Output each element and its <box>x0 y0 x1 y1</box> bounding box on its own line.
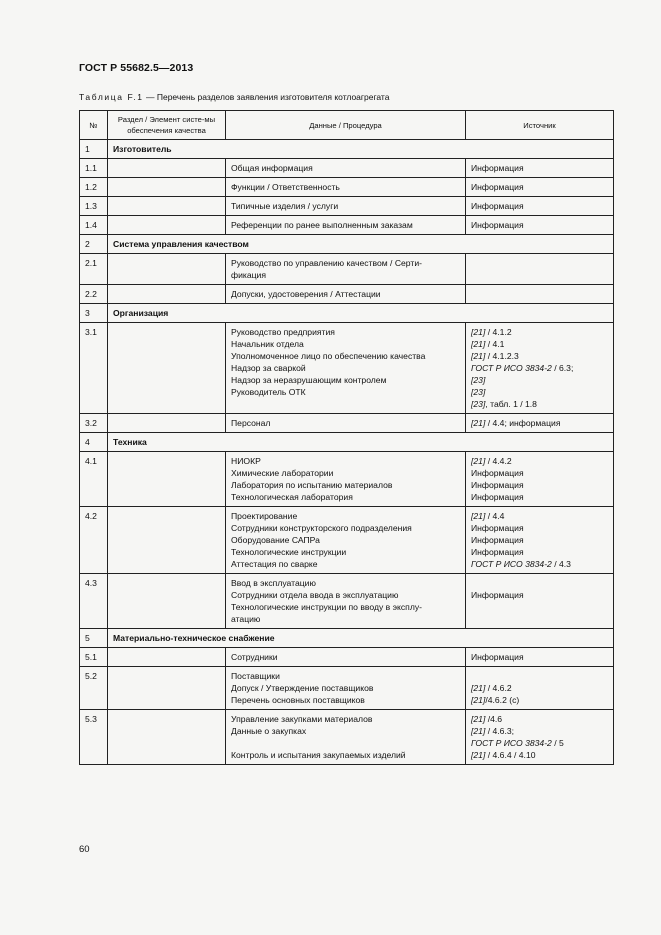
source-line: [21] / 4.4; информация <box>471 418 561 428</box>
data-line: Поставщики <box>231 671 280 681</box>
source-line: [21] / 4.1.2.3 <box>471 351 519 361</box>
table-row <box>80 323 614 414</box>
source-line: Информация <box>471 468 524 478</box>
quality-element-cell <box>108 452 226 507</box>
source-line: [23] <box>471 375 486 385</box>
section-title: Система управления качеством <box>108 235 614 254</box>
table-section-row <box>80 433 614 452</box>
data-procedure-cell <box>226 574 466 629</box>
data-procedure-cell <box>226 452 466 507</box>
header-section: Раздел / Элемент систе-мы обеспечения качества <box>108 111 226 140</box>
header-data: Данные / Процедура <box>226 111 466 140</box>
row-number: 2 <box>80 235 108 254</box>
quality-element-cell <box>108 507 226 574</box>
data-line: НИОКР <box>231 456 261 466</box>
table-body <box>80 140 614 765</box>
page-number: 60 <box>79 844 90 855</box>
data-line: Персонал <box>231 418 271 428</box>
source-line: Информация <box>471 652 524 662</box>
row-number: 5 <box>80 629 108 648</box>
quality-element-cell <box>108 178 226 197</box>
quality-element-cell <box>108 414 226 433</box>
data-procedure-cell <box>226 285 466 304</box>
header-source: Источник <box>466 111 614 140</box>
data-line: Допуск / Утверждение поставщиков <box>231 683 374 693</box>
table-section-row <box>80 235 614 254</box>
source-line <box>471 577 609 589</box>
source-line: [21] / 4.4 <box>471 511 505 521</box>
data-line: Проектирование <box>231 511 298 521</box>
source-cell <box>466 323 614 414</box>
table-row <box>80 254 614 285</box>
source-line: Информация <box>471 492 524 502</box>
source-cell <box>466 452 614 507</box>
source-line: [21] / 4.1 <box>471 339 505 349</box>
section-title: Техника <box>108 433 614 452</box>
source-cell <box>466 178 614 197</box>
row-number: 4.2 <box>80 507 108 574</box>
data-line: фикация <box>231 270 266 280</box>
source-line: [21] /4.6 <box>471 714 503 724</box>
source-line: [23] <box>471 387 486 397</box>
data-line: Референции по ранее выполненным заказам <box>231 220 413 230</box>
row-number: 4 <box>80 433 108 452</box>
table-caption-label: Таблица F.1 <box>79 92 144 102</box>
source-cell <box>466 285 614 304</box>
row-number: 5.1 <box>80 648 108 667</box>
source-line: [21] / 4.6.2 <box>471 683 512 693</box>
row-number: 4.3 <box>80 574 108 629</box>
row-number: 2.2 <box>80 285 108 304</box>
data-line: Допуски, удостоверения / Аттестации <box>231 289 381 299</box>
table-row <box>80 285 614 304</box>
data-line: Начальник отдела <box>231 339 304 349</box>
declaration-sections-table <box>79 110 614 765</box>
quality-element-cell <box>108 197 226 216</box>
data-procedure-cell <box>226 507 466 574</box>
data-line: Данные о закупках <box>231 726 307 736</box>
data-line: Перечень основных поставщиков <box>231 695 365 705</box>
row-number: 1.4 <box>80 216 108 235</box>
source-line: Информация <box>471 220 524 230</box>
source-cell <box>466 414 614 433</box>
header-num: № <box>80 111 108 140</box>
source-cell <box>466 667 614 710</box>
data-line: Технологические инструкции <box>231 547 347 557</box>
data-procedure-cell <box>226 414 466 433</box>
data-line: Надзор за неразрушающим контролем <box>231 375 387 385</box>
data-line: Оборудование САПРа <box>231 535 320 545</box>
data-line: Ввод в эксплуатацию <box>231 578 316 588</box>
data-line: Руководство предприятия <box>231 327 335 337</box>
source-cell <box>466 216 614 235</box>
row-number: 3 <box>80 304 108 323</box>
data-line: Сотрудники <box>231 652 278 662</box>
table-row <box>80 667 614 710</box>
table-row <box>80 197 614 216</box>
section-title: Изготовитель <box>108 140 614 159</box>
quality-element-cell <box>108 254 226 285</box>
source-line: [21] / 4.4.2 <box>471 456 512 466</box>
source-line: [21] / 4.6.3; <box>471 726 515 736</box>
data-line: Типичные изделия / услуги <box>231 201 339 211</box>
source-cell <box>466 197 614 216</box>
data-line <box>231 737 461 749</box>
source-cell <box>466 507 614 574</box>
standard-header: ГОСТ Р 55682.5—2013 <box>79 62 194 74</box>
data-line: Функции / Ответственность <box>231 182 340 192</box>
quality-element-cell <box>108 710 226 765</box>
table-section-row <box>80 304 614 323</box>
source-line: [21] / 4.1.2 <box>471 327 512 337</box>
table-row <box>80 178 614 197</box>
source-line: Информация <box>471 182 524 192</box>
source-line: Информация <box>471 547 524 557</box>
source-line: Информация <box>471 480 524 490</box>
table-row <box>80 648 614 667</box>
quality-element-cell <box>108 216 226 235</box>
data-procedure-cell <box>226 254 466 285</box>
data-line: Сотрудники конструкторского подразделения <box>231 523 412 533</box>
source-line: [21] / 4.6.4 / 4.10 <box>471 750 536 760</box>
data-procedure-cell <box>226 178 466 197</box>
row-number: 5.2 <box>80 667 108 710</box>
source-cell <box>466 254 614 285</box>
table-row <box>80 216 614 235</box>
data-line: Общая информация <box>231 163 313 173</box>
data-procedure-cell <box>226 710 466 765</box>
quality-element-cell <box>108 323 226 414</box>
row-number: 3.2 <box>80 414 108 433</box>
data-line: Химические лаборатории <box>231 468 334 478</box>
data-line: Управление закупками материалов <box>231 714 373 724</box>
source-line: Информация <box>471 201 524 211</box>
quality-element-cell <box>108 667 226 710</box>
row-number: 1 <box>80 140 108 159</box>
data-procedure-cell <box>226 667 466 710</box>
data-line: Руководитель ОТК <box>231 387 306 397</box>
row-number: 2.1 <box>80 254 108 285</box>
source-cell <box>466 710 614 765</box>
data-line: атацию <box>231 614 261 624</box>
source-line: Информация <box>471 523 524 533</box>
table-row <box>80 574 614 629</box>
source-cell <box>466 648 614 667</box>
data-line: Аттестация по сварке <box>231 559 318 569</box>
section-title: Организация <box>108 304 614 323</box>
source-line: Информация <box>471 590 524 600</box>
data-procedure-cell <box>226 216 466 235</box>
table-caption <box>79 92 389 102</box>
data-line: Контроль и испытания закупаемых изделий <box>231 750 406 760</box>
data-line: Технологическая лаборатория <box>231 492 353 502</box>
table-section-row <box>80 140 614 159</box>
row-number: 5.3 <box>80 710 108 765</box>
source-line: Информация <box>471 535 524 545</box>
source-cell <box>466 159 614 178</box>
row-number: 1.3 <box>80 197 108 216</box>
table-row <box>80 159 614 178</box>
row-number: 3.1 <box>80 323 108 414</box>
data-line: Сотрудники отдела ввода в эксплуатацию <box>231 590 399 600</box>
data-line: Лаборатория по испытанию материалов <box>231 480 393 490</box>
data-line: Руководство по управлению качеством / Серти- <box>231 258 423 268</box>
quality-element-cell <box>108 648 226 667</box>
source-line: ГОСТ Р ИСО 3834-2 / 6.3; <box>471 363 574 373</box>
data-procedure-cell <box>226 323 466 414</box>
data-line: Уполномоченное лицо по обеспечению качества <box>231 351 426 361</box>
section-title: Материально-техническое снабжение <box>108 629 614 648</box>
source-line: ГОСТ Р ИСО 3834-2 / 4.3 <box>471 559 571 569</box>
quality-element-cell <box>108 159 226 178</box>
source-line <box>471 670 609 682</box>
table-row <box>80 507 614 574</box>
data-procedure-cell <box>226 197 466 216</box>
table-row <box>80 452 614 507</box>
source-line: [23], табл. 1 / 1.8 <box>471 399 537 409</box>
source-line: Информация <box>471 163 524 173</box>
row-number: 4.1 <box>80 452 108 507</box>
row-number: 1.1 <box>80 159 108 178</box>
data-line: Надзор за сваркой <box>231 363 306 373</box>
quality-element-cell <box>108 574 226 629</box>
source-line: ГОСТ Р ИСО 3834-2 / 5 <box>471 738 564 748</box>
quality-element-cell <box>108 285 226 304</box>
table-row <box>80 710 614 765</box>
table-section-row <box>80 629 614 648</box>
data-procedure-cell <box>226 648 466 667</box>
table-row <box>80 414 614 433</box>
data-line: Технологические инструкции по вводу в эксплу- <box>231 602 422 612</box>
source-line: [21]/4.6.2 (c) <box>471 695 520 705</box>
row-number: 1.2 <box>80 178 108 197</box>
table-caption-text: — Перечень разделов заявления изготовителя котлоагрегата <box>143 92 390 102</box>
data-procedure-cell <box>226 159 466 178</box>
source-cell <box>466 574 614 629</box>
